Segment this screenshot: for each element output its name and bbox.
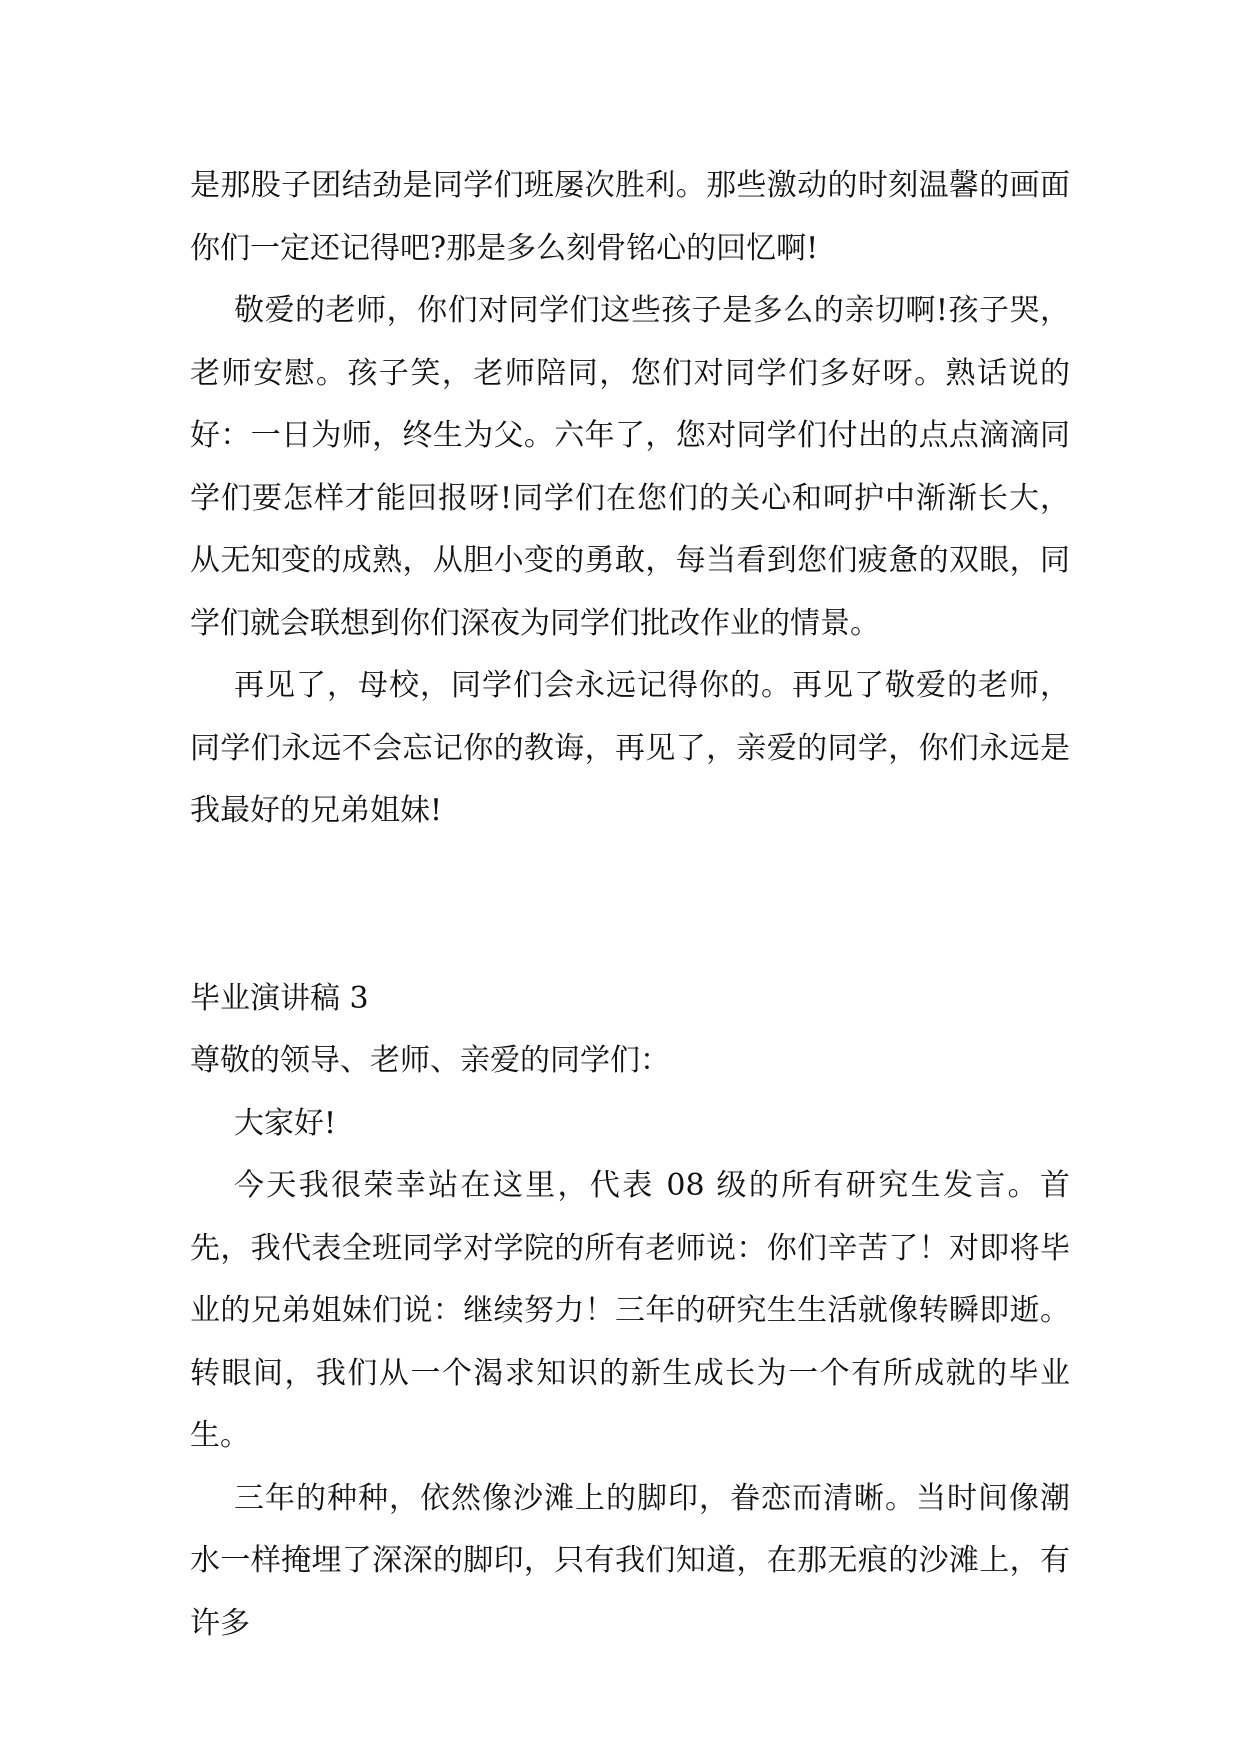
section-title: 毕业演讲稿 3 — [190, 980, 369, 1016]
paragraph-farewell: 再见了，母校，同学们会永远记得你的。再见了敬爱的老师，同学们永远不会忘记你的教诲，再见了，亲爱的同学，你们永远是我最好的兄弟姐妹! — [190, 668, 1070, 828]
paragraph-speech-memories: 三年的种种，依然像沙滩上的脚印，眷恋而清晰。当时间像潮水一样掩埋了深深的脚印，只有我们知道，在那无痕的沙滩上，有许多 — [190, 1480, 1070, 1641]
greeting: 大家好! — [234, 1105, 337, 1141]
paragraph-continuation: 是那股子团结劲是同学们班屡次胜利。那些激动的时刻温馨的画面你们一定还记得吧?那是多么刻骨铭心的回忆啊! — [190, 168, 1070, 266]
salutation: 尊敬的领导、老师、亲爱的同学们： — [190, 1043, 670, 1078]
document-body — [190, 155, 1070, 1655]
paragraph-speech-intro: 今天我很荣幸站在这里，代表 08 级的所有研究生发言。首先，我代表全班同学对学院的所有老师说：你们辛苦了！对即将毕业的兄弟姐妹们说：继续努力！三年的研究生生活就像转瞬即逝。转眼间，我们从一个渴求知识的新生成长为一个有所成就的毕业生。 — [190, 1168, 1070, 1453]
paragraph-teachers: 敬爱的老师，你们对同学们这些孩子是多么的亲切啊!孩子哭，老师安慰。孩子笑，老师陪同，您们对同学们多好呀。熟话说的好：一日为师，终生为父。六年了，您对同学们付出的点点滴滴同学们要怎样才能回报呀!同学们在您们的关心和呵护中渐渐长大，从无知变的成熟，从胆小变的勇敢，每当看到您们疲惫的双眼，同学们就会联想到你们深夜为同学们批改作业的情景。 — [190, 293, 1070, 641]
